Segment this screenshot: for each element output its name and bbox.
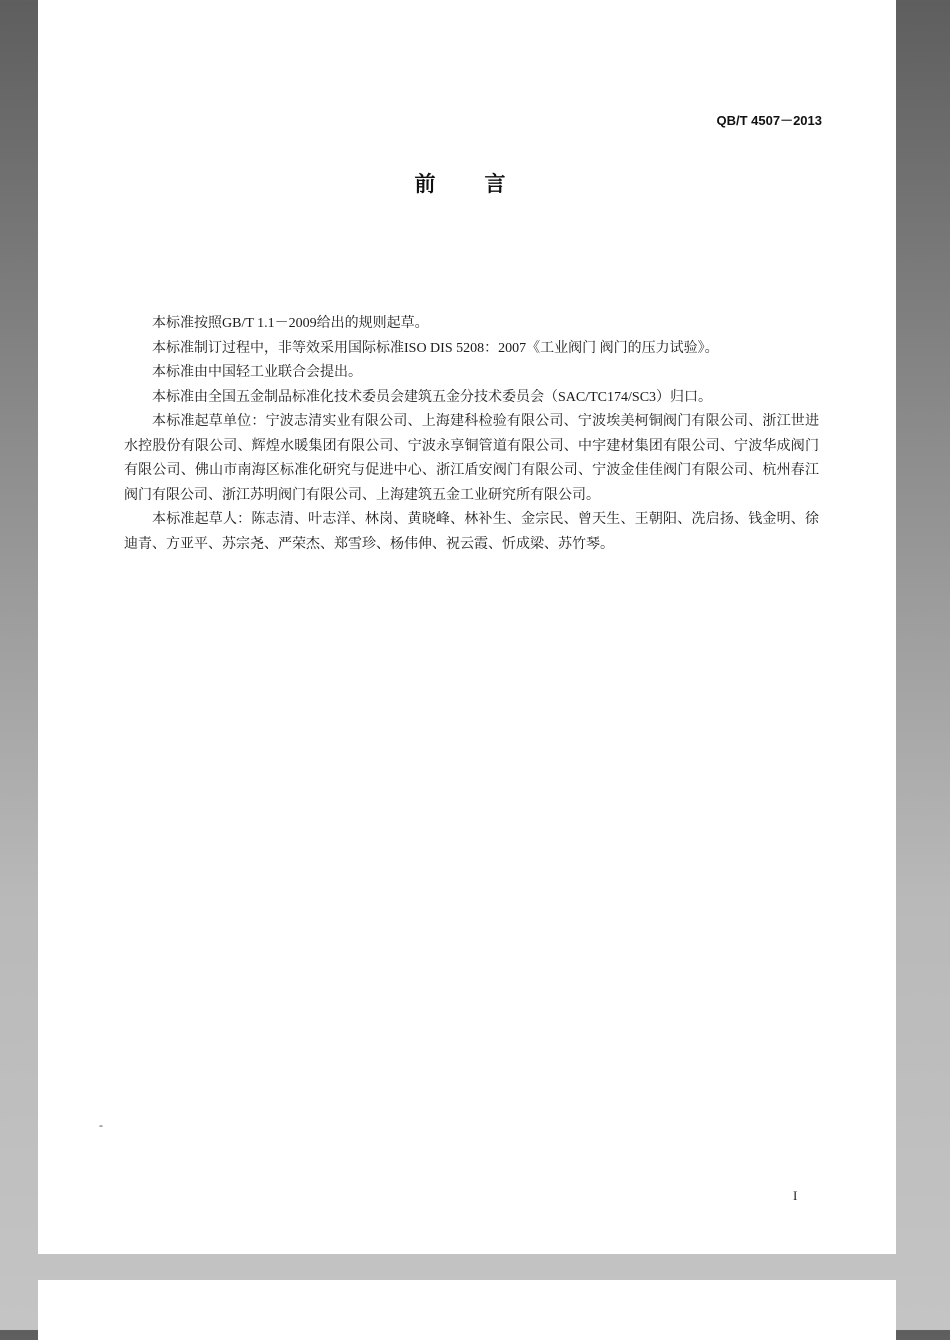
page-number: I [793,1188,798,1203]
standard-code: QB/T 4507－2013 [716,113,822,128]
paragraph-drafting-units: 本标准起草单位：宁波志清实业有限公司、上海建科检验有限公司、宁波埃美柯铜阀门有限公司、浙江世进水控股份有限公司、辉煌水暖集团有限公司、宁波永享铜管道有限公司、中宇建材集团有限公司、宁波华成阀门有限公司、佛山市南海区标准化研究与促进中心、浙江盾安阀门有限公司、宁波金佳佳阀门有限公司、杭州春江阀门有限公司、浙江苏明阀门有限公司、上海建筑五金工业研究所有限公司。 [124,414,819,503]
foreword-body [124,312,819,557]
document-page [38,0,896,1254]
paragraph-technical-committee: 本标准由全国五金制品标准化技术委员会建筑五金分技术委员会（SAC/TC174/SC3）归口。 [152,389,713,405]
paragraph-proposer: 本标准由中国轻工业联合会提出。 [152,365,362,380]
margin-mark: - [99,1118,103,1132]
paragraph-drafting-rules: 本标准按照GB/T 1.1－2009给出的规则起草。 [152,316,429,331]
next-page-edge [38,1280,896,1340]
paragraph-iso-reference: 本标准制订过程中，非等效采用国际标准ISO DIS 5208：2007《工业阀门 阀门的压力试验》。 [152,340,719,356]
page-title: 前 言 [414,172,520,196]
paragraph-drafters: 本标准起草人：陈志清、叶志洋、林岗、黄晓峰、林补生、金宗民、曾天生、王朝阳、冼启扬、钱金明、徐迪青、方亚平、苏宗尧、严荣杰、郑雪珍、杨伟伸、祝云霞、忻成梁、苏竹琴。 [124,512,819,552]
